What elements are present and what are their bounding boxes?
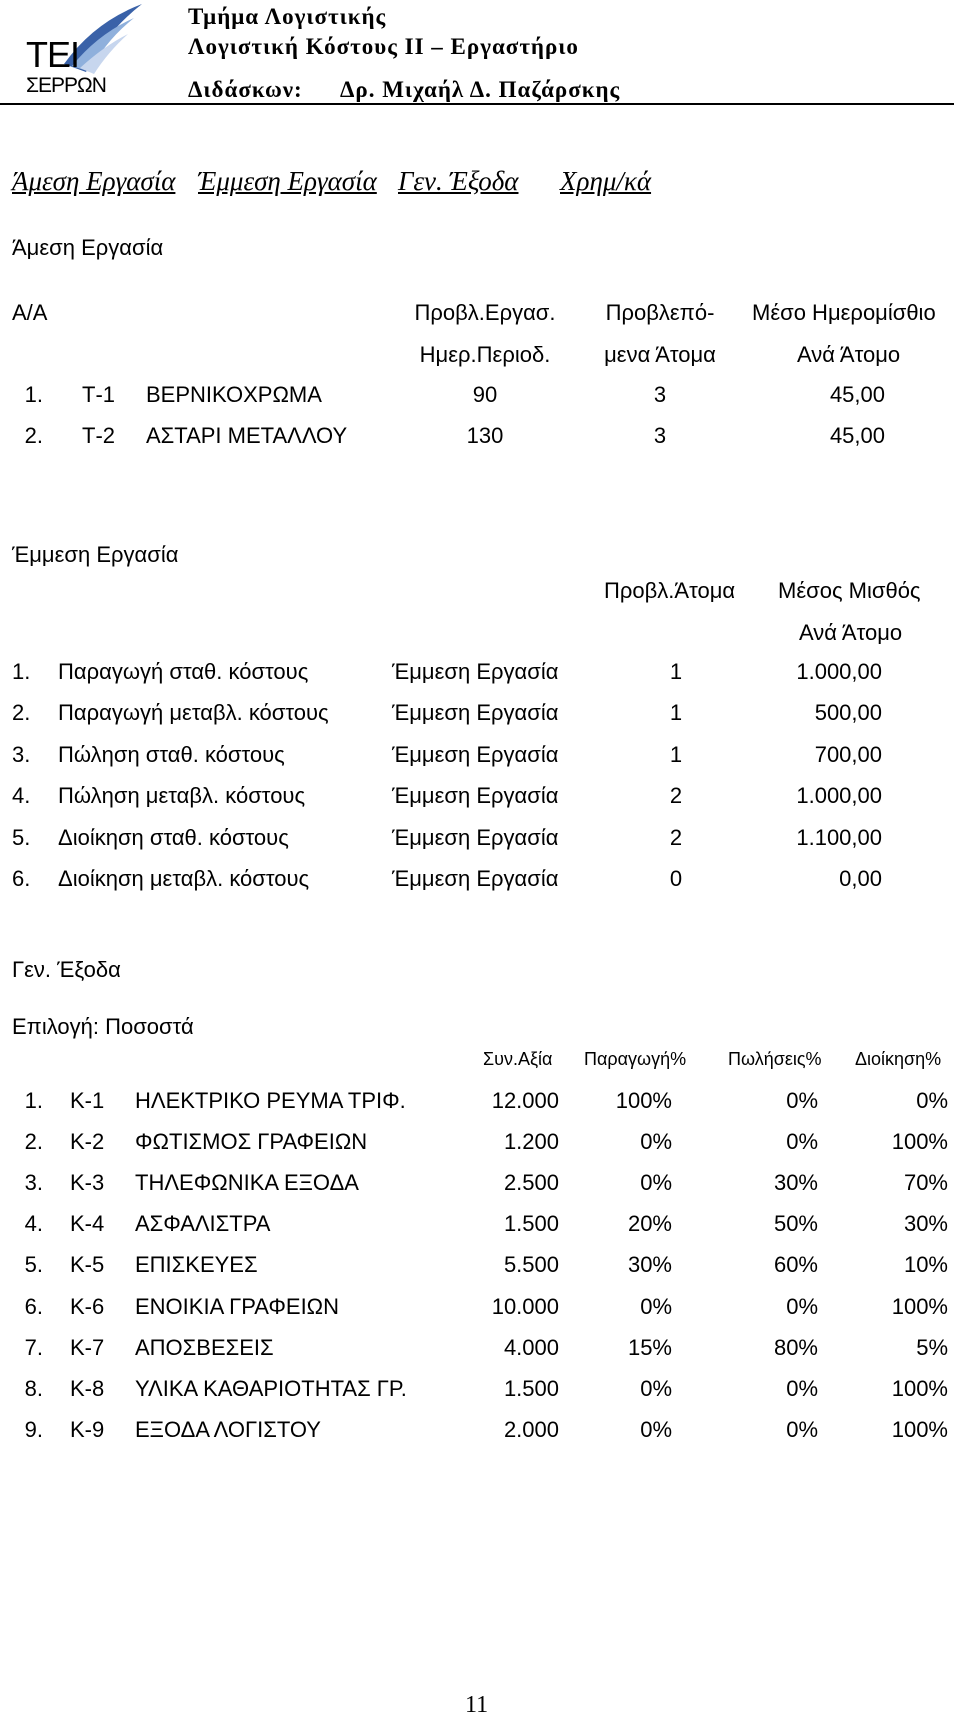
row-type: Έμμεση Εργασία xyxy=(392,700,559,726)
row-total-value: 2.500 xyxy=(503,1170,559,1196)
row-type: Έμμεση Εργασία xyxy=(392,866,559,891)
logo-text-serres: ΣΕΡΡΩΝ xyxy=(26,74,106,97)
page-number: 11 xyxy=(465,1692,489,1718)
row-salary: 0,00 xyxy=(839,866,882,891)
row-type: Έμμεση Εργασία xyxy=(392,741,559,767)
row-name: ΑΠΟΣΒΕΣΕΙΣ xyxy=(135,1334,274,1360)
row-people: 1 xyxy=(669,659,683,684)
general-expenses-heading: Γεν. Έξοδα xyxy=(12,957,121,982)
row-production-pct: 15% xyxy=(627,1334,672,1360)
row-sales-pct: 0% xyxy=(786,1375,818,1401)
col-avg-salary-header-2: Ανά Άτομο xyxy=(799,620,903,645)
row-number: 1. xyxy=(12,659,31,684)
row-number: 7. xyxy=(24,1334,43,1360)
allocation-choice: Επιλογή: Ποσοστά xyxy=(12,1014,194,1039)
row-number: 2. xyxy=(12,700,31,726)
col-production-pct-header: Παραγωγή% xyxy=(584,1049,687,1069)
row-total-value: 2.000 xyxy=(503,1416,559,1442)
row-number: 5. xyxy=(12,824,31,850)
col-total-value-header: Συν.Αξία xyxy=(483,1049,553,1069)
row-production-pct: 0% xyxy=(640,1170,672,1196)
row-number: 9. xyxy=(24,1416,43,1442)
row-production-pct: 0% xyxy=(640,1375,672,1401)
row-code: Κ-7 xyxy=(70,1334,105,1360)
row-salary: 500,00 xyxy=(814,700,882,726)
row-code: Κ-2 xyxy=(70,1129,105,1155)
title-indirect-labour: Έμμεση Εργασία xyxy=(198,166,377,196)
row-production-pct: 0% xyxy=(640,1293,672,1319)
row-code: Κ-6 xyxy=(70,1293,105,1319)
header-instructor-label: Διδάσκων: xyxy=(188,77,303,102)
row-number: 1. xyxy=(24,382,43,407)
title-direct-labour: Άμεση Εργασία xyxy=(12,166,176,196)
row-salary: 700,00 xyxy=(814,741,882,767)
row-type: Έμμεση Εργασία xyxy=(392,659,559,684)
row-name: ΗΛΕΚΤΡΙΚΟ ΡΕΥΜΑ ΤΡΙΦ. xyxy=(135,1088,406,1113)
row-admin-pct: 10% xyxy=(903,1252,948,1278)
row-number: 3. xyxy=(24,1170,43,1196)
row-admin-pct: 100% xyxy=(891,1293,948,1319)
row-number: 6. xyxy=(12,866,31,891)
row-salary: 1.100,00 xyxy=(796,824,882,850)
col-sales-pct-header: Πωλήσεις% xyxy=(728,1049,822,1069)
row-name: ΤΗΛΕΦΩΝΙΚΑ ΕΞΟΔΑ xyxy=(135,1170,359,1196)
row-number: 8. xyxy=(24,1375,43,1401)
row-people: 1 xyxy=(669,700,683,726)
row-name: ΕΠΙΣΚΕΥΕΣ xyxy=(135,1252,258,1278)
row-number: 4. xyxy=(12,783,31,809)
row-admin-pct: 30% xyxy=(903,1211,948,1237)
col-aa-header: Α/Α xyxy=(12,300,48,325)
row-people: 1 xyxy=(669,741,683,767)
row-sales-pct: 0% xyxy=(786,1129,818,1155)
row-code: Κ-3 xyxy=(70,1170,105,1196)
row-sales-pct: 60% xyxy=(773,1252,818,1278)
row-production-pct: 30% xyxy=(627,1252,672,1278)
row-sales-pct: 0% xyxy=(786,1416,818,1442)
row-sales-pct: 80% xyxy=(773,1334,818,1360)
col-avg-salary-header: Μέσος Μισθός xyxy=(778,578,921,603)
row-total-value: 1.200 xyxy=(503,1129,559,1155)
row-name: ΕΞΟΔΑ ΛΟΓΙΣΤΟΥ xyxy=(135,1416,321,1442)
row-name: ΒΕΡΝΙΚΟΧΡΩΜΑ xyxy=(146,382,322,407)
row-code: Κ-8 xyxy=(70,1375,105,1401)
row-name: ΕΝΟΙΚΙΑ ΓΡΑΦΕΙΩΝ xyxy=(135,1293,340,1319)
row-sales-pct: 50% xyxy=(773,1211,818,1237)
row-number: 3. xyxy=(12,741,31,767)
title-financial: Χρημ/κά xyxy=(560,166,652,196)
title-general-expenses: Γεν. Έξοδα xyxy=(398,166,519,196)
row-people: 2 xyxy=(669,824,683,850)
row-admin-pct: 70% xyxy=(903,1170,948,1196)
row-code: Τ-1 xyxy=(82,382,115,407)
row-code: Κ-5 xyxy=(70,1252,105,1278)
row-daily-wage: 45,00 xyxy=(829,382,885,407)
row-number: 5. xyxy=(24,1252,43,1278)
col-daily-wage-header-2: Ανά Άτομο xyxy=(797,342,901,367)
row-code: Κ-4 xyxy=(70,1211,105,1237)
row-admin-pct: 5% xyxy=(916,1334,948,1360)
row-salary: 1.000,00 xyxy=(796,783,882,809)
row-code: Κ-9 xyxy=(70,1416,105,1442)
row-planned-people: 3 xyxy=(653,382,667,407)
row-number: 2. xyxy=(24,423,43,448)
row-daily-wage: 45,00 xyxy=(829,423,885,448)
row-total-value: 4.000 xyxy=(503,1334,559,1360)
row-admin-pct: 100% xyxy=(891,1375,948,1401)
row-admin-pct: 0% xyxy=(916,1088,948,1113)
row-number: 6. xyxy=(24,1293,43,1319)
row-total-value: 1.500 xyxy=(503,1211,559,1237)
col-planned-days-header-2: Ημερ.Περιοδ. xyxy=(419,342,551,367)
row-total-value: 1.500 xyxy=(503,1375,559,1401)
col-daily-wage-header: Μέσο Ημερομίσθιο xyxy=(752,300,936,325)
header-divider xyxy=(0,103,954,105)
row-production-pct: 100% xyxy=(615,1088,672,1113)
row-people: 2 xyxy=(669,783,683,809)
header-department: Τμήμα Λογιστικής xyxy=(188,4,387,29)
row-planned-days: 90 xyxy=(472,382,498,407)
logo-text-tei: ΤΕΙ xyxy=(26,34,80,75)
row-planned-days: 130 xyxy=(466,423,504,448)
row-sales-pct: 0% xyxy=(786,1088,818,1113)
direct-labour-heading: Άμεση Εργασία xyxy=(12,235,164,260)
row-type: Έμμεση Εργασία xyxy=(392,824,559,850)
row-production-pct: 0% xyxy=(640,1416,672,1442)
header-course: Λογιστική Κόστους ΙΙ – Εργαστήριο xyxy=(188,34,579,59)
row-name: ΑΣΦΑΛΙΣΤΡΑ xyxy=(135,1211,271,1237)
row-total-value: 12.000 xyxy=(491,1088,559,1113)
row-production-pct: 0% xyxy=(640,1129,672,1155)
row-code: Τ-2 xyxy=(82,423,115,448)
header-instructor-name: Δρ. Μιχαήλ Δ. Παζάρσκης xyxy=(340,77,621,102)
row-admin-pct: 100% xyxy=(891,1129,948,1155)
row-name: Διοίκηση μεταβλ. κόστους xyxy=(58,866,310,891)
col-indirect-people-header: Προβλ.Άτομα xyxy=(604,578,736,603)
row-sales-pct: 0% xyxy=(786,1293,818,1319)
row-people: 0 xyxy=(669,866,683,891)
row-number: 2. xyxy=(24,1129,43,1155)
row-code: Κ-1 xyxy=(70,1088,105,1113)
row-admin-pct: 100% xyxy=(891,1416,948,1442)
col-planned-days-header: Προβλ.Εργασ. xyxy=(414,300,556,325)
row-number: 4. xyxy=(24,1211,43,1237)
row-total-value: 5.500 xyxy=(503,1252,559,1278)
row-name: Παραγωγή σταθ. κόστους xyxy=(58,659,309,684)
row-number: 1. xyxy=(24,1088,43,1113)
row-name: ΦΩΤΙΣΜΟΣ ΓΡΑΦΕΙΩΝ xyxy=(135,1129,368,1155)
row-planned-people: 3 xyxy=(653,423,667,448)
row-salary: 1.000,00 xyxy=(796,659,882,684)
row-total-value: 10.000 xyxy=(491,1293,559,1319)
row-sales-pct: 30% xyxy=(773,1170,818,1196)
row-name: Διοίκηση σταθ. κόστους xyxy=(58,824,289,850)
row-name: ΑΣΤΑΡΙ ΜΕΤΑΛΛΟΥ xyxy=(146,423,348,448)
row-name: Πώληση μεταβλ. κόστους xyxy=(58,783,306,809)
col-planned-people-header: Προβλεπό- xyxy=(605,300,715,325)
col-planned-people-header-2: μενα Άτομα xyxy=(604,342,716,367)
row-production-pct: 20% xyxy=(627,1211,672,1237)
row-type: Έμμεση Εργασία xyxy=(392,783,559,809)
row-name: Πώληση σταθ. κόστους xyxy=(58,741,285,767)
indirect-labour-heading: Έμμεση Εργασία xyxy=(12,542,179,567)
col-admin-pct-header: Διοίκηση% xyxy=(855,1049,942,1069)
row-name: ΥΛΙΚΑ ΚΑΘΑΡΙΟΤΗΤΑΣ ΓΡ. xyxy=(135,1375,407,1401)
row-name: Παραγωγή μεταβλ. κόστους xyxy=(58,700,329,726)
